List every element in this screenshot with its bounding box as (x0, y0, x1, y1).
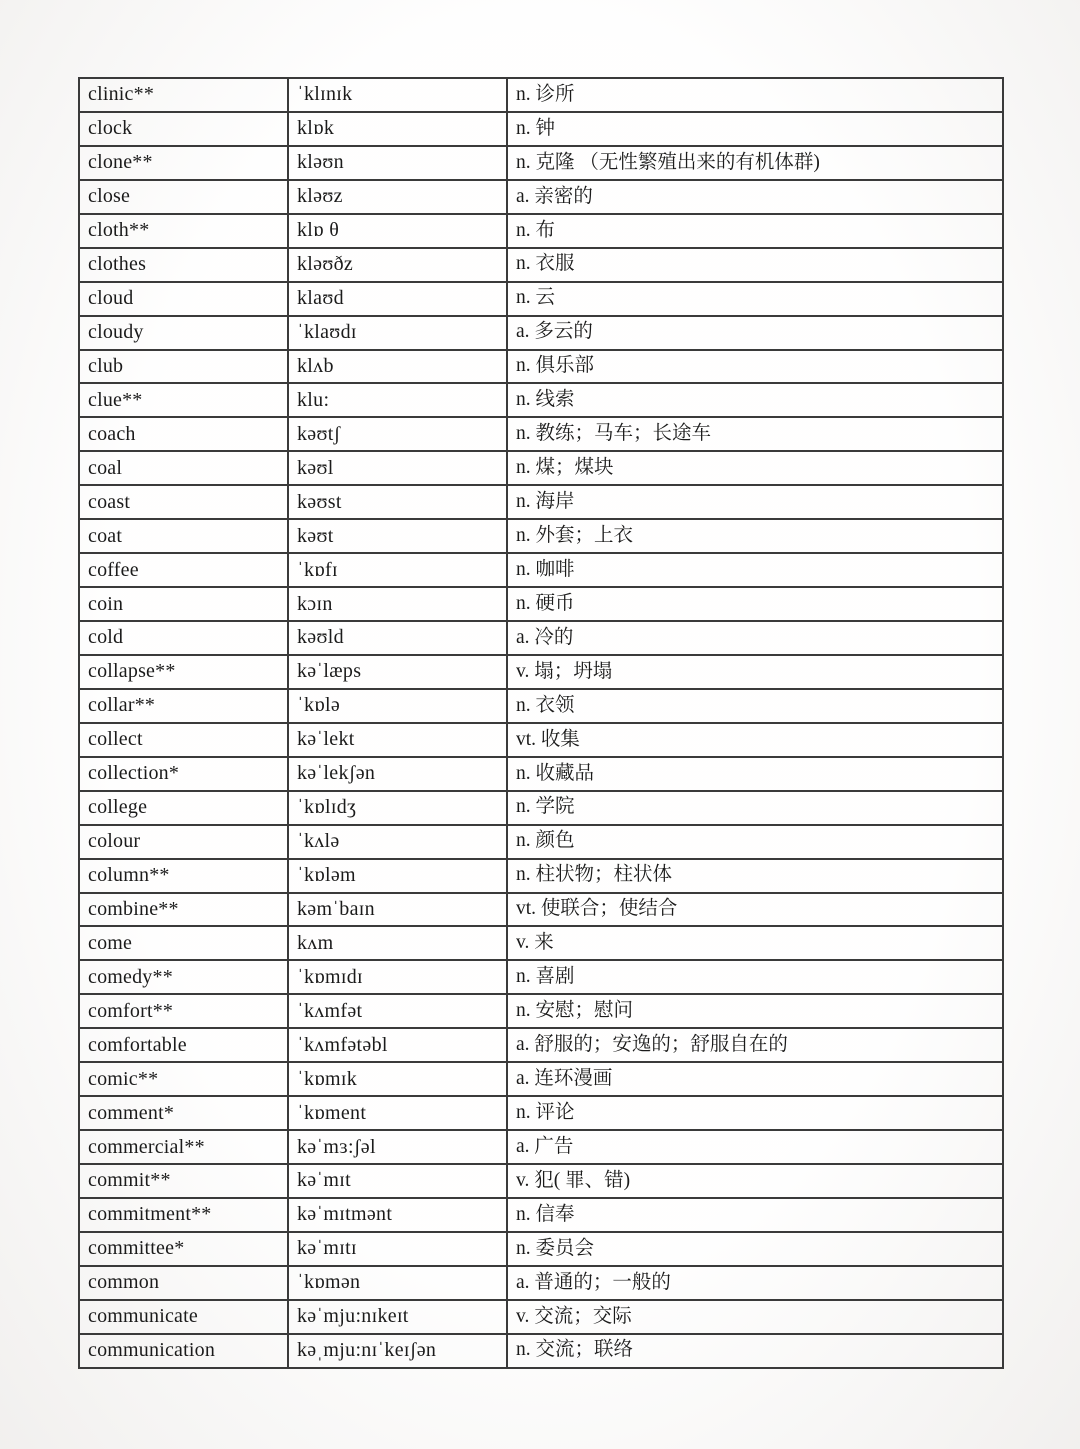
word-cell: comic** (79, 1062, 288, 1096)
phonetic-cell: kləʊðz (288, 248, 507, 282)
word-cell: coach (79, 417, 288, 451)
table-row (79, 757, 1003, 791)
meaning-cell: v. 来 (507, 926, 1003, 960)
table-row (79, 214, 1003, 248)
word-cell: clock (79, 112, 288, 146)
table-row (79, 655, 1003, 689)
phonetic-cell: ˈkɒmən (288, 1266, 507, 1300)
word-cell: coffee (79, 553, 288, 587)
word-cell: committee* (79, 1232, 288, 1266)
word-cell: colour (79, 825, 288, 859)
phonetic-cell: kʌm (288, 926, 507, 960)
word-cell: commitment** (79, 1198, 288, 1232)
phonetic-cell: kəʊtʃ (288, 417, 507, 451)
table-row (79, 1164, 1003, 1198)
table-row (79, 825, 1003, 859)
meaning-cell: a. 舒服的；安逸的；舒服自在的 (507, 1028, 1003, 1062)
meaning-cell: n. 学院 (507, 791, 1003, 825)
phonetic-cell: ˈklaʊdɪ (288, 316, 507, 350)
meaning-cell: n. 评论 (507, 1096, 1003, 1130)
table-row (79, 723, 1003, 757)
table-row (79, 1096, 1003, 1130)
meaning-cell: n. 海岸 (507, 485, 1003, 519)
meaning-cell: n. 交流；联络 (507, 1334, 1003, 1368)
phonetic-cell: kəʊld (288, 621, 507, 655)
word-cell: cloudy (79, 316, 288, 350)
word-cell: comment* (79, 1096, 288, 1130)
table-row (79, 621, 1003, 655)
word-cell: commercial** (79, 1130, 288, 1164)
word-cell: clinic** (79, 78, 288, 112)
phonetic-cell: kəˈmɪtɪ (288, 1232, 507, 1266)
table-row (79, 960, 1003, 994)
table-row (79, 78, 1003, 112)
phonetic-cell: kəˈlekʃən (288, 757, 507, 791)
table-row (79, 926, 1003, 960)
word-cell: comfortable (79, 1028, 288, 1062)
phonetic-cell: kəˈmɪt (288, 1164, 507, 1198)
phonetic-cell: ˈklɪnɪk (288, 78, 507, 112)
meaning-cell: a. 冷的 (507, 621, 1003, 655)
phonetic-cell: ˈkɒmɪdɪ (288, 960, 507, 994)
meaning-cell: n. 衣服 (507, 248, 1003, 282)
meaning-cell: n. 硬币 (507, 587, 1003, 621)
table-row (79, 519, 1003, 553)
meaning-cell: a. 广告 (507, 1130, 1003, 1164)
phonetic-cell: kəˌmju:nɪˈkeɪʃən (288, 1334, 507, 1368)
meaning-cell: a. 多云的 (507, 316, 1003, 350)
table-row (79, 316, 1003, 350)
table-row (79, 1130, 1003, 1164)
word-cell: collar** (79, 689, 288, 723)
word-cell: communicate (79, 1300, 288, 1334)
phonetic-cell: ˈkɒfɪ (288, 553, 507, 587)
phonetic-cell: kəʊt (288, 519, 507, 553)
phonetic-cell: klɒ θ (288, 214, 507, 248)
table-row (79, 1334, 1003, 1368)
meaning-cell: a. 连环漫画 (507, 1062, 1003, 1096)
phonetic-cell: kəˈmɜ:ʃəl (288, 1130, 507, 1164)
word-cell: comedy** (79, 960, 288, 994)
table-row (79, 146, 1003, 180)
word-cell: clone** (79, 146, 288, 180)
meaning-cell: n. 收藏品 (507, 757, 1003, 791)
table-row (79, 180, 1003, 214)
word-cell: clothes (79, 248, 288, 282)
table-row (79, 689, 1003, 723)
table-row (79, 1232, 1003, 1266)
meaning-cell: n. 外套；上衣 (507, 519, 1003, 553)
phonetic-cell: ˈkʌmfətəbl (288, 1028, 507, 1062)
phonetic-cell: ˈkʌlə (288, 825, 507, 859)
phonetic-cell: kəˈmju:nɪkeɪt (288, 1300, 507, 1334)
phonetic-cell: ˈkʌmfət (288, 994, 507, 1028)
word-cell: column** (79, 859, 288, 893)
word-cell: collection* (79, 757, 288, 791)
table-row (79, 1028, 1003, 1062)
meaning-cell: n. 云 (507, 282, 1003, 316)
table-row (79, 248, 1003, 282)
meaning-cell: a. 普通的；一般的 (507, 1266, 1003, 1300)
word-cell: coast (79, 485, 288, 519)
phonetic-cell: kləʊz (288, 180, 507, 214)
word-cell: cold (79, 621, 288, 655)
table-row (79, 1062, 1003, 1096)
meaning-cell: n. 诊所 (507, 78, 1003, 112)
vocabulary-table (78, 77, 1004, 1369)
meaning-cell: n. 线索 (507, 383, 1003, 417)
word-cell: coal (79, 451, 288, 485)
word-cell: collect (79, 723, 288, 757)
meaning-cell: n. 布 (507, 214, 1003, 248)
word-cell: cloud (79, 282, 288, 316)
table-row (79, 1300, 1003, 1334)
phonetic-cell: kəˈmɪtmənt (288, 1198, 507, 1232)
meaning-cell: vt. 使联合；使结合 (507, 893, 1003, 927)
meaning-cell: n. 煤；煤块 (507, 451, 1003, 485)
table-row (79, 282, 1003, 316)
table-row (79, 485, 1003, 519)
phonetic-cell: ˈkɒment (288, 1096, 507, 1130)
meaning-cell: n. 安慰；慰问 (507, 994, 1003, 1028)
phonetic-cell: klu: (288, 383, 507, 417)
meaning-cell: n. 钟 (507, 112, 1003, 146)
meaning-cell: n. 委员会 (507, 1232, 1003, 1266)
table-row (79, 859, 1003, 893)
meaning-cell: v. 交流；交际 (507, 1300, 1003, 1334)
phonetic-cell: ˈkɒlə (288, 689, 507, 723)
word-cell: club (79, 350, 288, 384)
phonetic-cell: ˈkɒmɪk (288, 1062, 507, 1096)
table-row (79, 112, 1003, 146)
meaning-cell: vt. 收集 (507, 723, 1003, 757)
phonetic-cell: kəʊst (288, 485, 507, 519)
meaning-cell: n. 克隆 （无性繁殖出来的有机体群) (507, 146, 1003, 180)
phonetic-cell: kləʊn (288, 146, 507, 180)
word-cell: come (79, 926, 288, 960)
table-row (79, 451, 1003, 485)
word-cell: collapse** (79, 655, 288, 689)
phonetic-cell: ˈkɒləm (288, 859, 507, 893)
meaning-cell: n. 衣领 (507, 689, 1003, 723)
meaning-cell: n. 俱乐部 (507, 350, 1003, 384)
phonetic-cell: klaʊd (288, 282, 507, 316)
word-cell: cloth** (79, 214, 288, 248)
word-cell: college (79, 791, 288, 825)
table-row (79, 994, 1003, 1028)
table-row (79, 587, 1003, 621)
word-cell: common (79, 1266, 288, 1300)
word-cell: clue** (79, 383, 288, 417)
word-cell: communication (79, 1334, 288, 1368)
meaning-cell: v. 塌；坍塌 (507, 655, 1003, 689)
phonetic-cell: kəˈlekt (288, 723, 507, 757)
table-row (79, 1198, 1003, 1232)
vocabulary-table-body (79, 78, 1003, 1368)
phonetic-cell: kəmˈbaɪn (288, 893, 507, 927)
meaning-cell: n. 信奉 (507, 1198, 1003, 1232)
meaning-cell: n. 教练；马车；长途车 (507, 417, 1003, 451)
word-cell: coat (79, 519, 288, 553)
table-row (79, 383, 1003, 417)
table-row (79, 893, 1003, 927)
table-row (79, 417, 1003, 451)
meaning-cell: n. 颜色 (507, 825, 1003, 859)
phonetic-cell: kɔɪn (288, 587, 507, 621)
word-cell: close (79, 180, 288, 214)
word-cell: commit** (79, 1164, 288, 1198)
word-cell: comfort** (79, 994, 288, 1028)
meaning-cell: v. 犯( 罪、错) (507, 1164, 1003, 1198)
phonetic-cell: klɒk (288, 112, 507, 146)
word-cell: coin (79, 587, 288, 621)
meaning-cell: n. 柱状物；柱状体 (507, 859, 1003, 893)
table-row (79, 791, 1003, 825)
phonetic-cell: ˈkɒlɪdʒ (288, 791, 507, 825)
table-row (79, 1266, 1003, 1300)
phonetic-cell: kəʊl (288, 451, 507, 485)
table-row (79, 350, 1003, 384)
meaning-cell: n. 咖啡 (507, 553, 1003, 587)
word-cell: combine** (79, 893, 288, 927)
phonetic-cell: kəˈlæps (288, 655, 507, 689)
meaning-cell: a. 亲密的 (507, 180, 1003, 214)
table-row (79, 553, 1003, 587)
meaning-cell: n. 喜剧 (507, 960, 1003, 994)
phonetic-cell: klʌb (288, 350, 507, 384)
